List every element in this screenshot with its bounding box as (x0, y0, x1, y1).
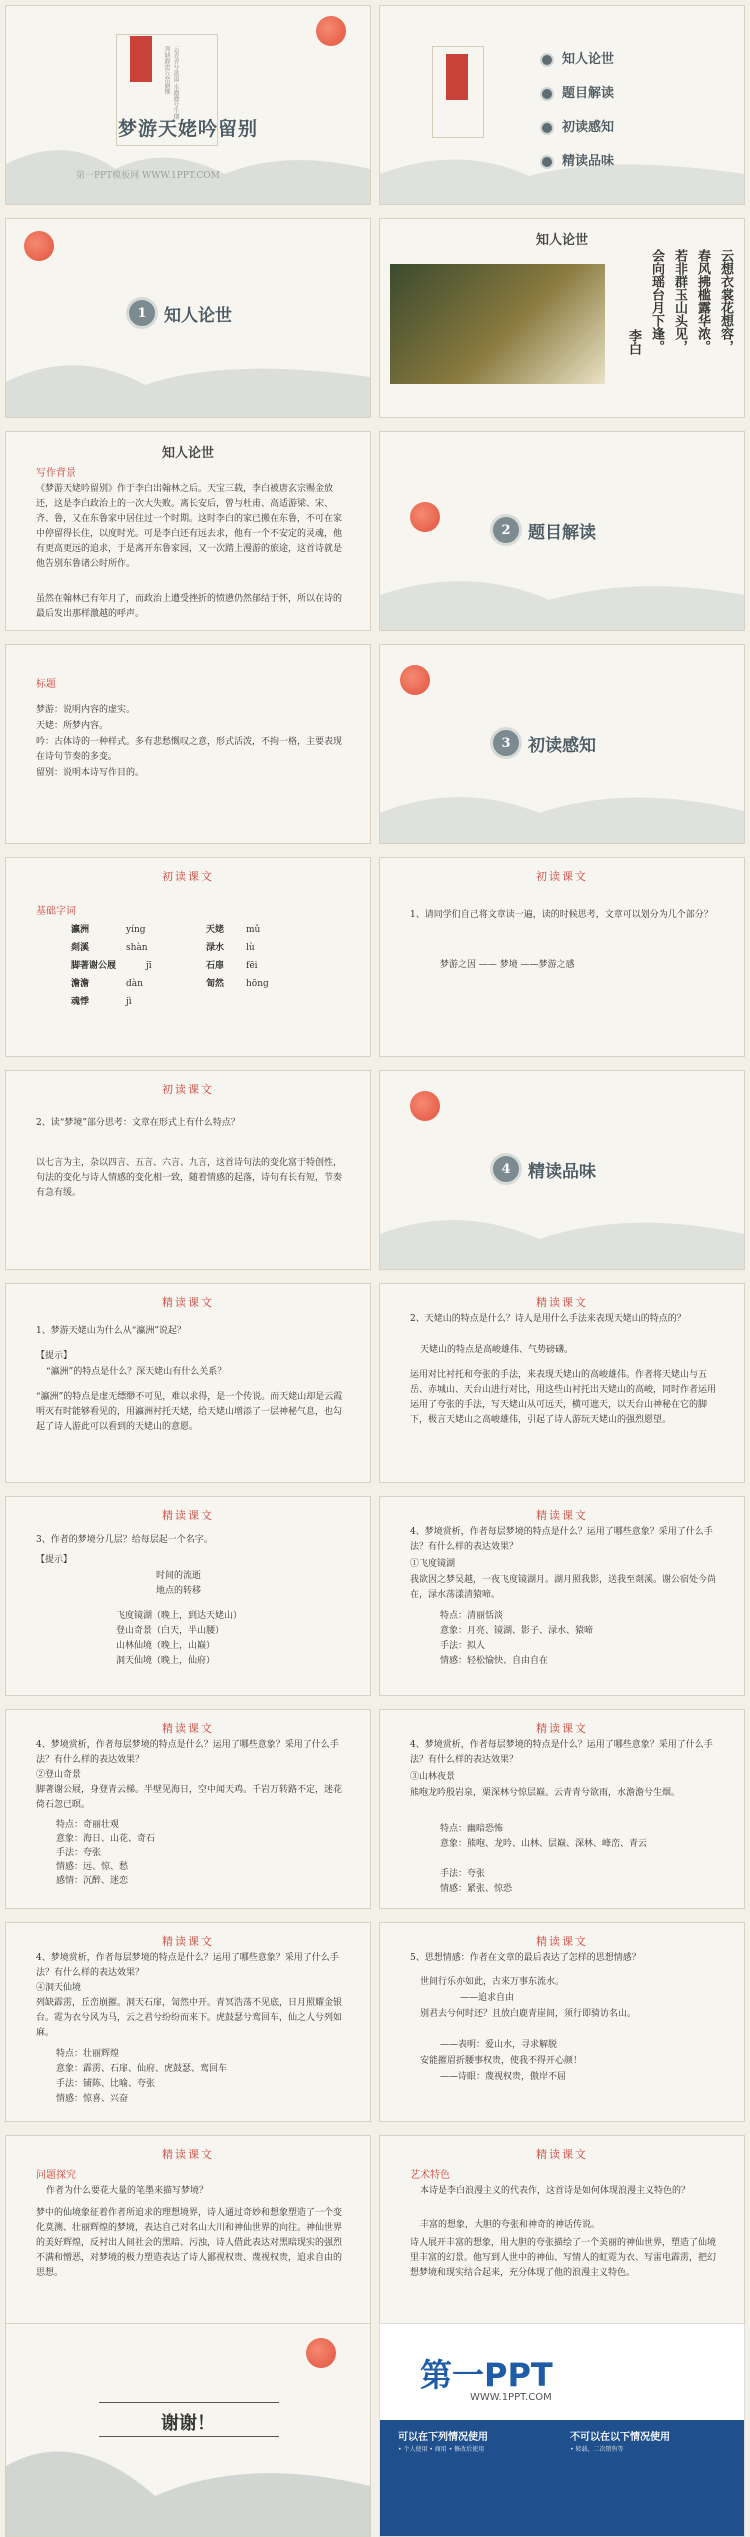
word-1: 瀛洲 (71, 925, 90, 935)
seal-icon (446, 54, 468, 100)
answer-2: 诗人展开丰富的想象，用大胆的夸张描绘了一个美丽的神仙世界，塑造了仙境里丰富的幻景。他写到人世中的神仙、写情人的虹霓为衣、写雷电霹雳，把幻想梦境和现实结合起来，充分体现了他的浪漫主义特色。 (410, 2238, 717, 2278)
line-3: 别君去兮何时还？且放白鹿青崖间，须行即骑访名山。 (420, 2009, 637, 2019)
question-text: 5、思想情感：作者在文章的最后表达了怎样的思想情感？ (410, 1953, 641, 1963)
section-heading: 1 知人论世 (126, 297, 232, 329)
slide-section-1[interactable] (5, 218, 371, 418)
section-heading: 3 初读感知 (490, 727, 596, 759)
word-6: 石扉 (206, 961, 225, 971)
line-4: ——表明：爱山水，寻求解脱 (440, 2040, 558, 2050)
row-2: 意象：霹雳、石扉、仙府、虎鼓瑟、鸾回车 (56, 2064, 228, 2074)
slide-heading: 精读课文 (162, 1722, 214, 1735)
answer-text: 熊咆龙吟殷岩泉，栗深林兮惊层巅。云青青兮欲雨，水澹澹兮生烟。 (410, 1788, 681, 1798)
tag-label: 标题 (36, 679, 56, 690)
menu-item-2[interactable]: 题目解读 (540, 82, 614, 101)
line-2: ——追求自由 (460, 1993, 515, 2003)
slide-heading: 精读课文 (162, 1509, 214, 1522)
page-title: 梦游天姥吟留别 (117, 118, 258, 140)
menu-item-4[interactable]: 精读品味 (540, 150, 614, 169)
word-5: 脚著谢公屐 (71, 961, 117, 971)
line-3: 吟：古体诗的一种样式。多有悲愁慨叹之意，形式活泼，不拘一格，主要表现在诗句节奏的多变。 (36, 737, 343, 762)
question-text: 作者为什么要花大量的笔墨来描写梦境？ (46, 2186, 209, 2196)
row-4: 情感：轻松愉快、自由自在 (440, 1656, 549, 1666)
row-2: 意象：海日、山花、奇石 (56, 1834, 156, 1844)
question-text: 4、梦境赏析，作者每层梦境的特点是什么？运用了哪些意象？采用了什么手法？有什么样的表达效果？ (36, 1953, 339, 1978)
row-4: 情感：远、惊、愁 (56, 1862, 129, 1872)
section-heading: 2 题目解读 (490, 514, 596, 546)
body-text: 《梦游天姥吟留别》作于李白出翰林之后。天宝三载，李白被唐玄宗赐金放还，这是李白政治上的一次大失败。离长安后，曾与杜甫、高适游梁、宋、齐、鲁，又在东鲁家中居住过一个时期。这时李白的家已搬在东鲁，不可在家中停留得长住，以度时光。可是李白还有远去求，他有一个不安定的灵魂，他有更高更远的追求，于是离开东鲁家园，又一次踏上漫游的旅途，这首诗就是他告别东鲁诸公时所作。 (36, 484, 343, 569)
slide-words[interactable] (5, 857, 371, 1057)
slide-poem[interactable] (379, 218, 745, 418)
pinyin-7: dàn (126, 979, 143, 989)
answer-text: 我欲因之梦吴越，一夜飞度镜湖月。湖月照我影，送我至剡溪。谢公宿处今尚在，渌水荡漾清猿啼。 (410, 1575, 717, 1600)
mountain-icon (380, 753, 744, 843)
slide-close-5[interactable] (5, 1709, 371, 1909)
body-text-2: 虽然在翰林已有年月了，而政治上遭受挫折的愤懑仍然郁结于怀，所以在诗的最后发出那样激越的呼声。 (36, 594, 343, 619)
poem-line-3: 若非群玉山头见， (672, 249, 687, 353)
poem-line-2: 春风拂槛露华浓。 (695, 249, 710, 353)
row-4: 情感：惊喜、兴奋 (56, 2094, 129, 2104)
pinyin-8: hōng (246, 979, 269, 989)
row-4: 情感：紧张、惊恐 (440, 1884, 513, 1894)
line-6: ——诗眼：蔑视权贵，傲岸不屈 (440, 2072, 567, 2082)
slide-thanks[interactable] (5, 2323, 371, 2537)
word-3: 剡溪 (71, 943, 90, 953)
dot-icon (540, 87, 554, 101)
dot-icon (540, 53, 554, 67)
line-1: 世间行乐亦如此，古来万事东流水。 (420, 1977, 565, 1987)
question-text: 1、请同学们自己将文章读一遍，读的时候思考，文章可以划分为几个部分？ (410, 910, 713, 920)
slide-heading: 精读课文 (536, 1935, 588, 1948)
mountain-icon (380, 114, 744, 204)
slide-heading: 精读课文 (536, 1296, 588, 1309)
slide-close-1[interactable] (5, 1283, 371, 1483)
mid-2: 地点的转移 (156, 1586, 202, 1596)
word-7: 澹澹 (71, 979, 90, 989)
slide-heading: 精读课文 (162, 2148, 214, 2161)
line-4: 留别：说明本诗写作目的。 (36, 768, 145, 778)
sun-icon (24, 231, 54, 261)
slide-close-4[interactable] (379, 1496, 745, 1696)
seal-icon (130, 36, 152, 82)
list-1: 飞度镜湖（晚上，到达天姥山） (116, 1611, 243, 1621)
slide-heading: 初读课文 (162, 870, 214, 883)
question-text: 4、梦境赏析，作者每层梦境的特点是什么？运用了哪些意象？采用了什么手法？有什么样的表达效果？ (410, 1740, 713, 1765)
mountain-icon (380, 1179, 744, 1269)
sub-heading: ④洞天仙境 (36, 1983, 82, 1993)
row-3: 手法：夸张 (440, 1869, 486, 1879)
pinyin-3: shàn (126, 943, 148, 953)
slide-close-9[interactable] (5, 2135, 371, 2335)
slide-heading: 精读课文 (536, 1509, 588, 1522)
answer-2: 运用对比衬托和夸张的手法，来表现天姥山的高峻雄伟。作者将天姥山与五岳、赤城山、天台山进行对比，用这些山衬托出天姥山的高峻，同时作者运用运用了夸张的手法，写天姥山从可远天，横可遮天，以天台山神秘在它的脚下，极言天姥山之高峻雄伟，引起了诗人游玩天姥山的强烈愿望。 (410, 1370, 717, 1425)
slide-close-7[interactable] (5, 1922, 371, 2122)
mountain-icon (6, 327, 370, 417)
question-2: “瀛洲”的特点是什么？深天姥山有什么关系？ (46, 1367, 227, 1377)
sub-heading: ①飞度镜湖 (410, 1559, 456, 1569)
tip-text: 【提示】 (36, 1555, 73, 1565)
tag-label: 问题探究 (36, 2170, 76, 2181)
pinyin-9: jì (126, 997, 132, 1007)
row-2: 意象：月亮、镜湖、影子、渌水、猿啼 (440, 1626, 594, 1636)
slide-heading: 知人论世 (161, 446, 214, 461)
word-8: 訇然 (206, 979, 225, 989)
answer-text: 梦游之因 —— 梦境 ——梦游之感 (440, 960, 575, 970)
slide-heading: 精读课文 (162, 1296, 214, 1309)
pinyin-6: fēi (246, 961, 258, 971)
portrait-image (390, 264, 605, 384)
slide-close-6[interactable] (379, 1709, 745, 1909)
slide-q2[interactable] (5, 1070, 371, 1270)
answer-text: 列缺霹雳，丘峦崩摧。洞天石扉，訇然中开。青冥浩荡不见底，日月照耀金银台。霓为衣兮风为马，云之君兮纷纷而来下。虎鼓瑟兮鸾回车，仙之人兮列如麻。 (36, 1998, 343, 2038)
mountain-icon (380, 540, 744, 630)
sun-icon (316, 16, 346, 46)
slide-section-4[interactable] (379, 1070, 745, 1270)
slide-background[interactable] (5, 431, 371, 631)
mountain-icon (6, 114, 370, 204)
vertical-text: 云青青兮欲雨 水澹澹兮生烟 列缺霹雳丘峦崩摧 (163, 46, 179, 120)
thanks-text: 谢谢！ (161, 2413, 215, 2434)
question-text: 本诗是李白浪漫主义的代表作，这首诗是如何体现浪漫主义特色的？ (420, 2186, 691, 2196)
slide-close-8[interactable] (379, 1922, 745, 2122)
sun-icon (410, 1091, 440, 1121)
answer-1: 天姥山的特点是高峻雄伟、气势磅礴。 (420, 1345, 574, 1355)
divider (99, 2402, 279, 2403)
slide-close-2[interactable] (379, 1283, 745, 1483)
pinyin-5: jī (146, 961, 152, 971)
slide-heading: 精读课文 (536, 2148, 588, 2161)
pinyin-1: yíng (126, 925, 146, 935)
answer-text: 脚著谢公屐，身登青云梯。半壁见海日，空中闻天鸡。千岩万转路不定，迷花倚石忽已暝。 (36, 1785, 343, 1810)
list-4: 洞天仙境（晚上，仙府） (116, 1656, 216, 1666)
answer-text: “瀛洲”的特点是虚无缥缈不可见，难以求得，是一个传说。而天姥山却是云霞明灭有时能够看见的，用瀛洲衬托天姥，给天姥山增添了一层神秘气息，也勾起了诗人游此可以看到的天姥山的意愿。 (36, 1392, 343, 1432)
section-heading: 4 精读品味 (490, 1153, 596, 1185)
word-9: 魂悸 (71, 997, 90, 1007)
answer-1: 丰富的想象，大胆的夸张和神奇的神话传说。 (420, 2220, 601, 2230)
line-5: 安能摧眉折腰事权贵，使我不得开心颜！ (420, 2056, 583, 2066)
slide-close-10[interactable] (379, 2135, 745, 2335)
brand-url: WWW.1PPT.COM (470, 2392, 552, 2403)
word-2: 天姥 (206, 925, 225, 935)
tag-label: 写作背景 (36, 468, 76, 479)
tag-label: 艺术特色 (410, 2170, 450, 2181)
pinyin-4: lù (246, 943, 255, 953)
line-1: 梦游：说明内容的虚实。 (36, 705, 136, 715)
mid-1: 时间的流逝 (156, 1571, 202, 1581)
tip-text: 【提示】 (36, 1351, 73, 1361)
question-text: 3、作者的梦境分几层？给每层起一个名字。 (36, 1535, 213, 1545)
line-2: 天姥：所梦内容。 (36, 721, 109, 731)
tag-label: 基础字词 (36, 906, 76, 917)
slide-heading: 精读课文 (536, 1722, 588, 1735)
answer-text: 以七言为主，杂以四言、五言、六言、九言，这首诗句法的变化富于特创性，句法的变化与诗人情感的变化相一致，随着情感的起落，诗句有长有短，节奏有急有缓。 (36, 1158, 343, 1198)
row-3: 手法：夸张 (56, 1848, 102, 1858)
sun-icon (410, 502, 440, 532)
slide-section-2[interactable] (379, 431, 745, 631)
pinyin-2: mǔ (246, 925, 261, 935)
question-text: 1、梦游天姥山为什么从“瀛洲”说起？ (36, 1326, 186, 1336)
allowed-note: • 个人使用 • 商用 • 修改后使用 (398, 2446, 485, 2453)
menu-item-3[interactable]: 初读感知 (540, 116, 614, 135)
slide-contents[interactable] (379, 5, 745, 205)
row-1: 特点：奇丽壮观 (56, 1820, 120, 1830)
question-text: 2、天姥山的特点是什么？诗人是用什么手法来表现天姥山的特点的？ (410, 1314, 686, 1324)
list-3: 山林仙境（晚上，山巅） (116, 1641, 216, 1651)
slide-title-explain[interactable] (5, 644, 371, 844)
row-1: 特点：壮丽辉煌 (56, 2049, 120, 2059)
disallowed-title: 不可以在以下情况使用 (570, 2432, 670, 2443)
sun-icon (306, 2338, 336, 2368)
menu-item-1[interactable]: 知人论世 (540, 48, 614, 67)
slide-ppt-info[interactable] (379, 2323, 745, 2537)
slide-close-3[interactable] (5, 1496, 371, 1696)
mountain-icon (6, 2426, 370, 2536)
row-1: 特点：清丽恬淡 (440, 1611, 504, 1621)
poem-line-4: 会向瑶台月下逢。 (649, 249, 664, 353)
slide-title[interactable] (5, 5, 371, 205)
slide-section-3[interactable] (379, 644, 745, 844)
sub-heading: ②登山奇景 (36, 1770, 82, 1780)
row-3: 手法：拟人 (440, 1641, 486, 1651)
disallowed-note: • 转载、二次销售等 (570, 2446, 624, 2453)
row-5: 感情：沉醉、迷恋 (56, 1876, 129, 1886)
sun-icon (400, 665, 430, 695)
row-3: 手法：铺陈、比喻、夸张 (56, 2079, 156, 2089)
slide-q1[interactable] (379, 857, 745, 1057)
license-panel (380, 2420, 744, 2537)
question-text: 4、梦境赏析，作者每层梦境的特点是什么？运用了哪些意象？采用了什么手法？有什么样的表达效果？ (36, 1740, 339, 1765)
poem-author: 李白 (626, 329, 641, 355)
question-text: 4、梦境赏析，作者每层梦境的特点是什么？运用了哪些意象？采用了什么手法？有什么样的表达效果？ (410, 1527, 713, 1552)
slide-heading: 精读课文 (162, 1935, 214, 1948)
brand-logo: 第一PPT (420, 2356, 553, 2394)
sub-heading: ③山林夜景 (410, 1772, 456, 1782)
allowed-title: 可以在下列情况使用 (398, 2432, 488, 2443)
answer-text: 梦中的仙境象征着作者所追求的理想境界，诗人通过奇妙和想象塑造了一个变化莫测、壮丽辉煌的梦境，表达自己对名山大川和神仙世界的向往。神仙世界的美好辉煌，反衬出人间社会的黑暗、污浊，诗人借此表达对黑暗现实的强烈不满和憎恶，对梦境的极力塑造表达了诗人鄙视权贵、蔑视权贵，追求自由的思想。 (36, 2208, 343, 2278)
slide-heading: 初读课文 (536, 870, 588, 883)
poem-line-1: 云想衣裳花想容， (718, 249, 733, 353)
row-1: 特点：幽暗恐怖 (440, 1824, 504, 1834)
slide-heading: 知人论世 (535, 233, 588, 248)
row-2: 意象：熊咆、龙吟、山林、层巅、深林、峰峦、青云 (440, 1839, 648, 1849)
slide-heading: 初读课文 (162, 1083, 214, 1096)
word-4: 渌水 (206, 943, 225, 953)
question-text: 2、读“梦境”部分思考：文章在形式上有什么特点？ (36, 1118, 240, 1128)
list-2: 登山奇景（白天，半山腰） (116, 1626, 225, 1636)
